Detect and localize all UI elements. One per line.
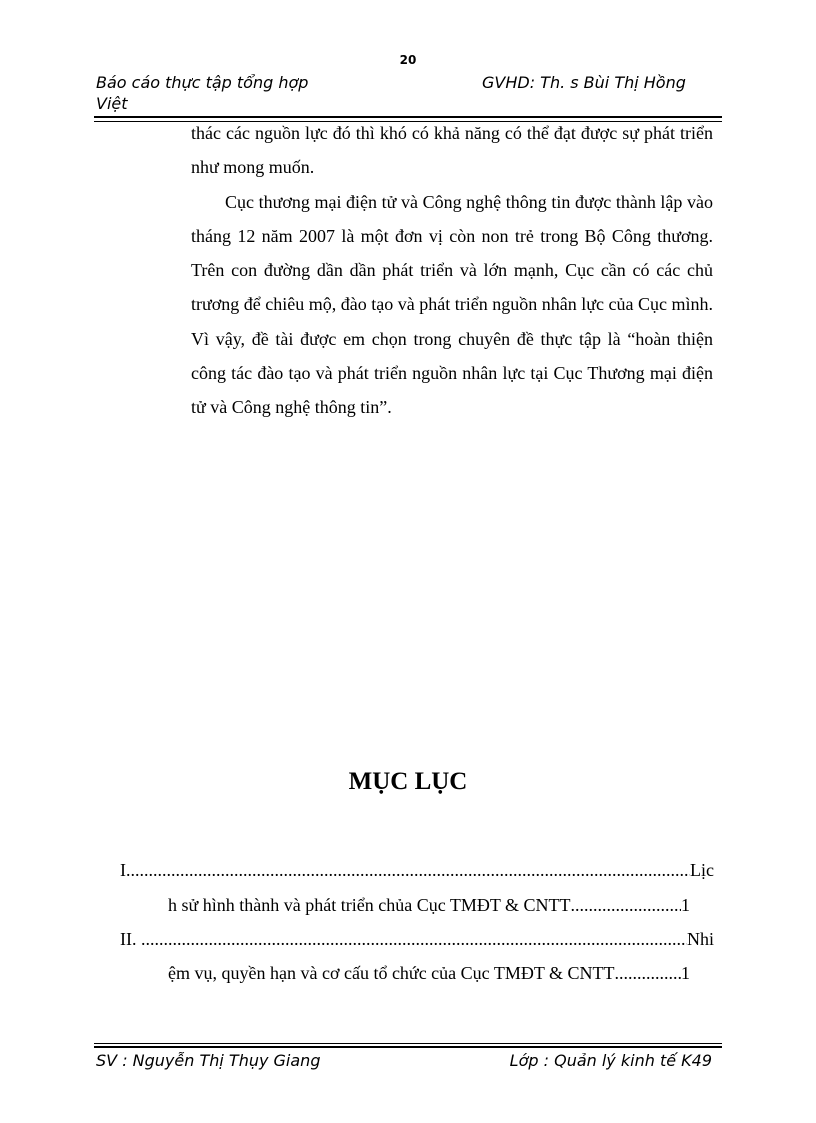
toc-entry-1-line-2[interactable] <box>168 895 690 916</box>
toc-entry-1-page: 1 <box>681 895 690 915</box>
footer-student: SV : Nguyễn Thị Thụy Giang <box>96 1051 321 1070</box>
header-right-title: GVHD: Th. s Bùi Thị Hồng <box>482 73 686 92</box>
toc-entry-2-leader-dots <box>141 929 687 950</box>
toc-entry-2-line-1[interactable] <box>120 929 714 950</box>
paragraph-continuation: thác các nguồn lực đó thì khó có khả năng có thể đạt được sự phát triển như mong muốn. <box>191 123 713 178</box>
paragraph-intro: Cục thương mại điện tử và Công nghệ thông tin được thành lập vào tháng 12 năm 2007 là một đơn vị còn non trẻ trong Bộ Công thương. Trên con đường dần dần phát triển và lớn mạnh, Cục cần có các chủ trương để chiêu mộ, đào tạo và phát triển nguồn nhân lực của Cục mình. Vì vậy, đề tài được em chọn trong chuyên đề thực tập là “hoàn thiện công tác đào tạo và phát triển nguồn nhân lực tại Cục Thương mại điện tử và Công nghệ thông tin”. <box>191 191 713 418</box>
toc-entry-1-numeral: I. <box>120 860 131 880</box>
toc-entry-1-text: h sử hình thành và phát triển chủa Cục TMĐT & CNTT <box>168 895 571 915</box>
toc-entry-1-leader-dots-2 <box>571 895 681 916</box>
toc-entry-1-line-1[interactable] <box>120 860 714 881</box>
footer-class: Lớp : Quản lý kinh tế K49 <box>509 1051 712 1070</box>
page-number: 20 <box>399 53 417 67</box>
toc-entry-2-text: ệm vụ, quyền hạn và cơ cấu tổ chức của Cục TMĐT & CNTT <box>168 963 615 983</box>
toc-entry-2-leader-dots-2 <box>615 963 682 984</box>
footer-rule-thin <box>94 1043 722 1044</box>
toc-entry-2-numeral: II. <box>120 929 141 949</box>
toc-entry-1-line1-end: Lịc <box>690 860 714 880</box>
toc-entry-1-leader-dots <box>131 860 691 881</box>
toc-entry-2-line-2[interactable] <box>168 963 690 984</box>
toc-entry-2-line1-end: Nhi <box>687 929 714 949</box>
toc-title: MỤC LỤC <box>348 768 468 795</box>
body-text <box>191 116 713 425</box>
header-left-title: Báo cáo thực tập tổng hợp Việt <box>96 73 309 113</box>
footer-rule-thick <box>94 1046 722 1048</box>
toc-entry-2-page: 1 <box>681 963 690 983</box>
